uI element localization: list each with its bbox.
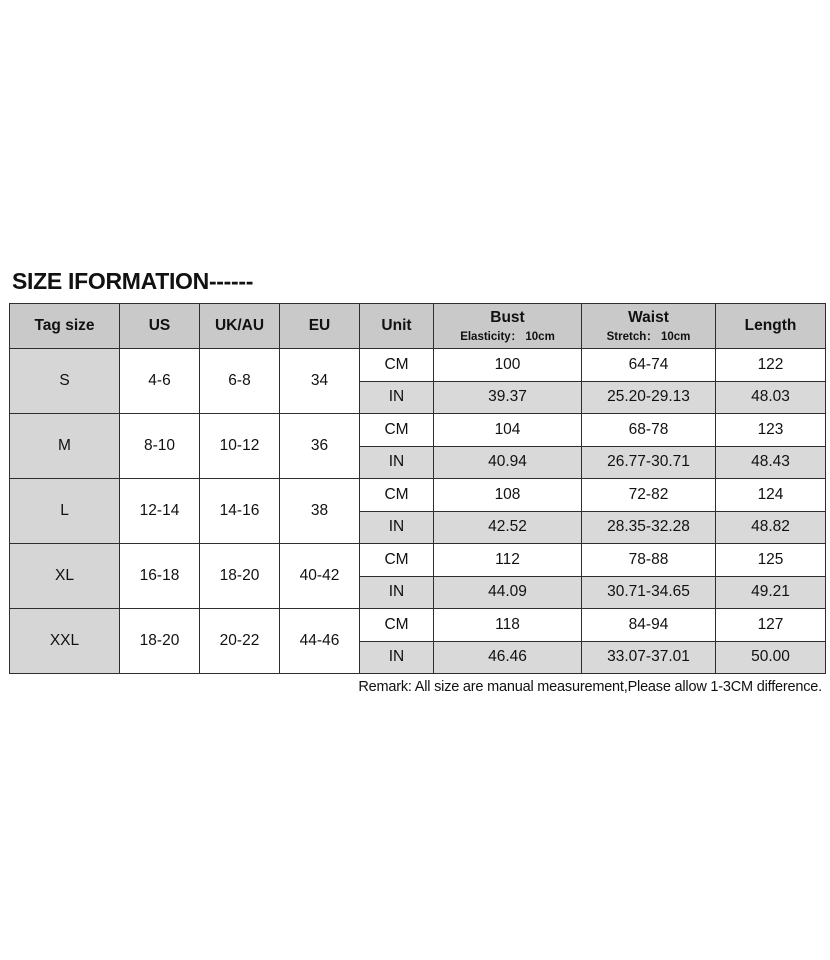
size-chart-table [9,303,826,674]
unit-cell: IN [360,641,434,674]
tag-size-cell: XL [10,544,120,609]
uk-au-cell: 10-12 [200,414,280,479]
header-bust-label: Bust [490,308,525,326]
length-cell: 122 [716,349,826,382]
header-bust [434,304,582,349]
bust-cell: 42.52 [434,511,582,544]
header-bust-note: Elasticity： 10cm [460,330,555,343]
eu-cell: 44-46 [280,609,360,674]
unit-cell: IN [360,576,434,609]
uk-au-cell: 18-20 [200,544,280,609]
uk-au-cell: 20-22 [200,609,280,674]
unit-cell: CM [360,544,434,577]
tag-size-cell: XXL [10,609,120,674]
header-waist [582,304,716,349]
waist-cell: 72-82 [582,479,716,512]
length-cell: 48.82 [716,511,826,544]
uk-au-cell: 6-8 [200,349,280,414]
waist-cell: 28.35-32.28 [582,511,716,544]
remark-note: Remark: All size are manual measurement,Please allow 1-3CM difference. [358,679,822,695]
length-cell: 125 [716,544,826,577]
unit-cell: IN [360,511,434,544]
bust-cell: 112 [434,544,582,577]
table-row [10,479,826,512]
waist-cell: 26.77-30.71 [582,446,716,479]
eu-cell: 40-42 [280,544,360,609]
length-cell: 48.43 [716,446,826,479]
length-cell: 48.03 [716,381,826,414]
unit-cell: CM [360,479,434,512]
waist-cell: 25.20-29.13 [582,381,716,414]
unit-cell: IN [360,446,434,479]
eu-cell: 38 [280,479,360,544]
length-cell: 124 [716,479,826,512]
length-cell: 123 [716,414,826,447]
header-us: US [120,304,200,349]
us-cell: 8-10 [120,414,200,479]
unit-cell: CM [360,349,434,382]
unit-cell: IN [360,381,434,414]
us-cell: 18-20 [120,609,200,674]
us-cell: 4-6 [120,349,200,414]
bust-cell: 44.09 [434,576,582,609]
unit-cell: CM [360,609,434,642]
bust-cell: 104 [434,414,582,447]
table-row [10,349,826,382]
header-row [10,304,826,349]
length-cell: 127 [716,609,826,642]
waist-cell: 33.07-37.01 [582,641,716,674]
eu-cell: 36 [280,414,360,479]
table-row [10,544,826,577]
header-waist-label: Waist [628,308,669,326]
bust-cell: 46.46 [434,641,582,674]
unit-cell: CM [360,414,434,447]
bust-cell: 118 [434,609,582,642]
header-unit: Unit [360,304,434,349]
waist-cell: 84-94 [582,609,716,642]
tag-size-cell: L [10,479,120,544]
bust-cell: 40.94 [434,446,582,479]
bust-cell: 39.37 [434,381,582,414]
waist-cell: 30.71-34.65 [582,576,716,609]
length-cell: 50.00 [716,641,826,674]
us-cell: 12-14 [120,479,200,544]
bust-cell: 100 [434,349,582,382]
tag-size-cell: M [10,414,120,479]
waist-cell: 78-88 [582,544,716,577]
waist-cell: 64-74 [582,349,716,382]
page-title: SIZE IFORMATION------ [12,268,254,294]
uk-au-cell: 14-16 [200,479,280,544]
header-waist-note: Stretch： 10cm [606,330,691,343]
header-eu: EU [280,304,360,349]
header-uk-au: UK/AU [200,304,280,349]
waist-cell: 68-78 [582,414,716,447]
us-cell: 16-18 [120,544,200,609]
header-tag-size: Tag size [10,304,120,349]
table-row [10,414,826,447]
length-cell: 49.21 [716,576,826,609]
header-length: Length [716,304,826,349]
bust-cell: 108 [434,479,582,512]
eu-cell: 34 [280,349,360,414]
tag-size-cell: S [10,349,120,414]
table-row [10,609,826,642]
